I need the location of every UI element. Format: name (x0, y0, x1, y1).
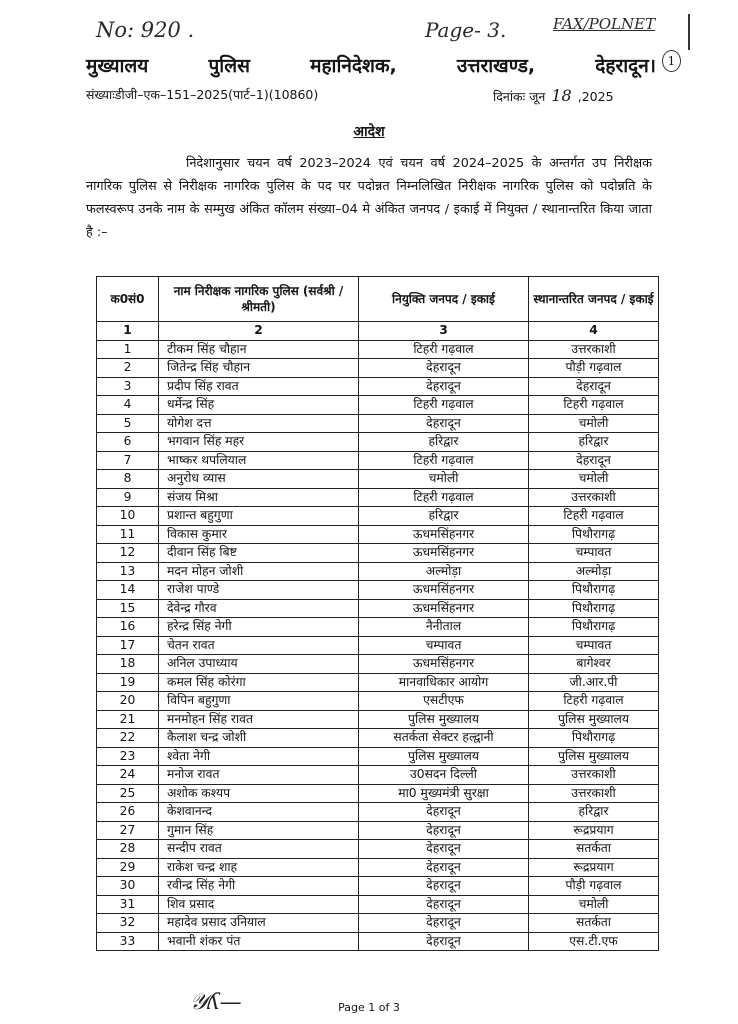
current-posting-cell: मानवाधिकार आयोग (359, 673, 529, 692)
current-posting-cell: देहरादून (359, 377, 529, 396)
table-row (97, 840, 659, 859)
current-posting-cell: टिहरी गढ़वाल (359, 451, 529, 470)
name-cell: कैलाश चन्द्र जोशी (159, 729, 359, 748)
transfer-posting-cell: उत्तरकाशी (529, 340, 659, 359)
table-row (97, 673, 659, 692)
current-posting-cell: एसटीएफ (359, 692, 529, 711)
current-posting-cell: टिहरी गढ़वाल (359, 340, 529, 359)
table-header-row (97, 277, 659, 322)
handwritten-fax-note: FAX/POLNET (553, 15, 656, 33)
current-posting-cell: देहरादून (359, 414, 529, 433)
table-row (97, 488, 659, 507)
table-row (97, 340, 659, 359)
serial-cell: 27 (97, 821, 159, 840)
current-posting-cell: अल्मोड़ा (359, 562, 529, 581)
name-cell: अनुरोध व्यास (159, 470, 359, 489)
transfer-posting-cell: चमोली (529, 895, 659, 914)
name-cell: भगवान सिंह महर (159, 433, 359, 452)
table-row (97, 636, 659, 655)
name-cell: भवानी शंकर पंत (159, 932, 359, 951)
column-number: 4 (529, 322, 659, 341)
table-row (97, 858, 659, 877)
posting-table (96, 276, 659, 951)
order-heading: आदेश (353, 124, 385, 140)
table-row (97, 932, 659, 951)
header-serial: क0सं0 (97, 277, 159, 322)
table-row (97, 581, 659, 600)
transfer-posting-cell: पौड़ी गढ़वाल (529, 359, 659, 378)
serial-cell: 2 (97, 359, 159, 378)
table-row (97, 803, 659, 822)
name-cell: अनिल उपाध्याय (159, 655, 359, 674)
table-row (97, 562, 659, 581)
name-cell: महादेव प्रसाद उनियाल (159, 914, 359, 933)
table-row (97, 766, 659, 785)
signature-mark: 𝒴ʎ— (190, 990, 242, 1015)
serial-cell: 1 (97, 340, 159, 359)
serial-cell: 23 (97, 747, 159, 766)
name-cell: प्रदीप सिंह रावत (159, 377, 359, 396)
current-posting-cell: ऊधमसिंहनगर (359, 525, 529, 544)
table-row (97, 377, 659, 396)
name-cell: प्रशान्त बहुगुणा (159, 507, 359, 526)
letterhead-word: देहरादून। (595, 55, 656, 77)
serial-cell: 28 (97, 840, 159, 859)
serial-cell: 32 (97, 914, 159, 933)
serial-cell: 13 (97, 562, 159, 581)
transfer-posting-cell: उत्तरकाशी (529, 488, 659, 507)
name-cell: मदन मोहन जोशी (159, 562, 359, 581)
serial-cell: 21 (97, 710, 159, 729)
table-row (97, 692, 659, 711)
serial-cell: 26 (97, 803, 159, 822)
letterhead-title (86, 52, 656, 78)
name-cell: सन्दीप रावत (159, 840, 359, 859)
table-row (97, 396, 659, 415)
table-row (97, 451, 659, 470)
transfer-posting-cell: उत्तरकाशी (529, 766, 659, 785)
letterhead-word: मुख्यालय (86, 55, 149, 77)
current-posting-cell: उ0सदन दिल्ली (359, 766, 529, 785)
transfer-posting-cell: टिहरी गढ़वाल (529, 396, 659, 415)
transfer-posting-cell: उत्तरकाशी (529, 784, 659, 803)
serial-cell: 11 (97, 525, 159, 544)
serial-cell: 18 (97, 655, 159, 674)
serial-cell: 3 (97, 377, 159, 396)
serial-cell: 5 (97, 414, 159, 433)
current-posting-cell: देहरादून (359, 858, 529, 877)
reference-number: संख्याःडीजी–एक–151–2025(पार्ट–1)(10860) (86, 87, 319, 102)
table-row (97, 618, 659, 637)
date-day: 18 (551, 86, 572, 105)
name-cell: विपिन बहुगुणा (159, 692, 359, 711)
column-number-row (97, 322, 659, 341)
transfer-posting-cell: पिथौरागढ़ (529, 729, 659, 748)
name-cell: देवेन्द्र गौरव (159, 599, 359, 618)
transfer-posting-cell: देहरादून (529, 377, 659, 396)
transfer-posting-cell: पुलिस मुख्यालय (529, 710, 659, 729)
table-row (97, 784, 659, 803)
current-posting-cell: पुलिस मुख्यालय (359, 747, 529, 766)
current-posting-cell: टिहरी गढ़वाल (359, 488, 529, 507)
serial-cell: 10 (97, 507, 159, 526)
serial-cell: 29 (97, 858, 159, 877)
transfer-posting-cell: पौड़ी गढ़वाल (529, 877, 659, 896)
transfer-posting-cell: जी.आर.पी (529, 673, 659, 692)
name-cell: राकेश चन्द्र शाह (159, 858, 359, 877)
table-row (97, 525, 659, 544)
name-cell: टीकम सिंह चौहान (159, 340, 359, 359)
transfer-posting-cell: हरिद्वार (529, 433, 659, 452)
current-posting-cell: देहरादून (359, 821, 529, 840)
date-year: ,2025 (577, 89, 614, 104)
transfer-posting-cell: एस.टी.एफ (529, 932, 659, 951)
name-cell: शिव प्रसाद (159, 895, 359, 914)
current-posting-cell: ऊधमसिंहनगर (359, 655, 529, 674)
current-posting-cell: नैनीताल (359, 618, 529, 637)
transfer-posting-cell: सतर्कता (529, 914, 659, 933)
table-row (97, 877, 659, 896)
transfer-posting-cell: चम्पावत (529, 636, 659, 655)
name-cell: मनमोहन सिंह रावत (159, 710, 359, 729)
table-row (97, 433, 659, 452)
column-number: 3 (359, 322, 529, 341)
name-cell: गुमान सिंह (159, 821, 359, 840)
serial-cell: 15 (97, 599, 159, 618)
table-row (97, 729, 659, 748)
serial-cell: 12 (97, 544, 159, 563)
order-body-line1: निदेशानुसार चयन वर्ष 2023–2024 एवं चयन वर्ष 2024–2025 के (186, 156, 542, 171)
table-row (97, 507, 659, 526)
serial-cell: 20 (97, 692, 159, 711)
serial-cell: 17 (97, 636, 159, 655)
serial-cell: 25 (97, 784, 159, 803)
page-number: Page 1 of 3 (338, 1001, 400, 1014)
column-number: 1 (97, 322, 159, 341)
order-body-rest: अन्तर्गत उप निरीक्षक नागरिक पुलिस से निरीक्षक नागरिक पुलिस के पद पर पदोन्नत निम्नलिखित निरीक्षक नागरिक पुलिस को पदोन्नति के फलस्वरूप उनके नाम के सम्मुख अंकित कॉलम संख्या–04 मे अंकित जनपद / इकाई में नियुक्त / स्थानान्तरित किया जाता है :– (86, 156, 652, 240)
serial-cell: 31 (97, 895, 159, 914)
handwritten-page-note: Page- 3. (425, 18, 507, 42)
current-posting-cell: ऊधमसिंहनगर (359, 544, 529, 563)
table-row (97, 544, 659, 563)
order-body (86, 152, 652, 244)
name-cell: श्वेता नेगी (159, 747, 359, 766)
current-posting-cell: पुलिस मुख्यालय (359, 710, 529, 729)
table-row (97, 747, 659, 766)
name-cell: अशोक कश्यप (159, 784, 359, 803)
table-row (97, 599, 659, 618)
current-posting-cell: चमोली (359, 470, 529, 489)
current-posting-cell: देहरादून (359, 840, 529, 859)
current-posting-cell: हरिद्वार (359, 433, 529, 452)
serial-cell: 4 (97, 396, 159, 415)
serial-cell: 30 (97, 877, 159, 896)
table-body (97, 322, 659, 951)
header-current-posting: नियुक्ति जनपद / इकाई (359, 277, 529, 322)
current-posting-cell: देहरादून (359, 914, 529, 933)
transfer-posting-cell: रूद्रप्रयाग (529, 858, 659, 877)
transfer-posting-cell: हरिद्वार (529, 803, 659, 822)
current-posting-cell: ऊधमसिंहनगर (359, 599, 529, 618)
transfer-posting-cell: पुलिस मुख्यालय (529, 747, 659, 766)
header-name: नाम निरीक्षक नागरिक पुलिस (सर्वश्री / श्रीमती) (159, 277, 359, 322)
serial-cell: 7 (97, 451, 159, 470)
letterhead-word: पुलिस (208, 55, 250, 77)
name-cell: विकास कुमार (159, 525, 359, 544)
transfer-posting-cell: चम्पावत (529, 544, 659, 563)
serial-cell: 8 (97, 470, 159, 489)
table-row (97, 470, 659, 489)
name-cell: दीवान सिंह बिष्ट (159, 544, 359, 563)
date-label: दिनांकः जून (493, 89, 546, 104)
table-row (97, 895, 659, 914)
name-cell: चेतन रावत (159, 636, 359, 655)
transfer-posting-cell: अल्मोड़ा (529, 562, 659, 581)
table-row (97, 821, 659, 840)
transfer-posting-cell: देहरादून (529, 451, 659, 470)
current-posting-cell: सतर्कता सेक्टर हल्द्वानी (359, 729, 529, 748)
document-date (493, 86, 614, 105)
handwritten-number: No: 920 . (96, 18, 195, 42)
table-row (97, 359, 659, 378)
name-cell: केशवानन्द (159, 803, 359, 822)
current-posting-cell: हरिद्वार (359, 507, 529, 526)
name-cell: राजेश पाण्डे (159, 581, 359, 600)
transfer-posting-cell: सतर्कता (529, 840, 659, 859)
name-cell: योगेश दत्त (159, 414, 359, 433)
transfer-posting-cell: पिथौरागढ़ (529, 581, 659, 600)
transfer-posting-cell: पिथौरागढ़ (529, 525, 659, 544)
transfer-posting-cell: टिहरी गढ़वाल (529, 692, 659, 711)
current-posting-cell: टिहरी गढ़वाल (359, 396, 529, 415)
serial-cell: 24 (97, 766, 159, 785)
serial-cell: 14 (97, 581, 159, 600)
current-posting-cell: देहरादून (359, 895, 529, 914)
name-cell: भाष्कर थपलियाल (159, 451, 359, 470)
table-row (97, 655, 659, 674)
transfer-posting-cell: पिथौरागढ़ (529, 618, 659, 637)
handwritten-stroke (688, 14, 690, 50)
name-cell: संजय मिश्रा (159, 488, 359, 507)
current-posting-cell: देहरादून (359, 803, 529, 822)
serial-cell: 33 (97, 932, 159, 951)
name-cell: हरेन्द्र सिंह नेगी (159, 618, 359, 637)
current-posting-cell: चम्पावत (359, 636, 529, 655)
name-cell: धर्मेन्द्र सिंह (159, 396, 359, 415)
transfer-posting-cell: पिथौरागढ़ (529, 599, 659, 618)
current-posting-cell: मा0 मुख्यमंत्री सुरक्षा (359, 784, 529, 803)
transfer-posting-cell: टिहरी गढ़वाल (529, 507, 659, 526)
transfer-posting-cell: चमोली (529, 470, 659, 489)
table-row (97, 710, 659, 729)
transfer-posting-cell: बागेश्वर (529, 655, 659, 674)
transfer-posting-cell: रूद्रप्रयाग (529, 821, 659, 840)
letterhead-word: महानिदेशक, (310, 55, 397, 77)
column-number: 2 (159, 322, 359, 341)
serial-cell: 6 (97, 433, 159, 452)
header-transfer-posting: स्थानान्तरित जनपद / इकाई (529, 277, 659, 322)
name-cell: मनोज रावत (159, 766, 359, 785)
current-posting-cell: देहरादून (359, 932, 529, 951)
serial-cell: 22 (97, 729, 159, 748)
name-cell: रवीन्द्र सिंह नेगी (159, 877, 359, 896)
handwritten-circled-number: 1 (662, 50, 681, 72)
table-row (97, 414, 659, 433)
letterhead-word: उत्तराखण्ड, (456, 55, 536, 77)
current-posting-cell: देहरादून (359, 359, 529, 378)
transfer-posting-cell: चमोली (529, 414, 659, 433)
table-row (97, 914, 659, 933)
serial-cell: 16 (97, 618, 159, 637)
current-posting-cell: ऊधमसिंहनगर (359, 581, 529, 600)
serial-cell: 19 (97, 673, 159, 692)
serial-cell: 9 (97, 488, 159, 507)
name-cell: कमल सिंह कोरंगा (159, 673, 359, 692)
name-cell: जितेन्द्र सिंह चौहान (159, 359, 359, 378)
current-posting-cell: देहरादून (359, 877, 529, 896)
